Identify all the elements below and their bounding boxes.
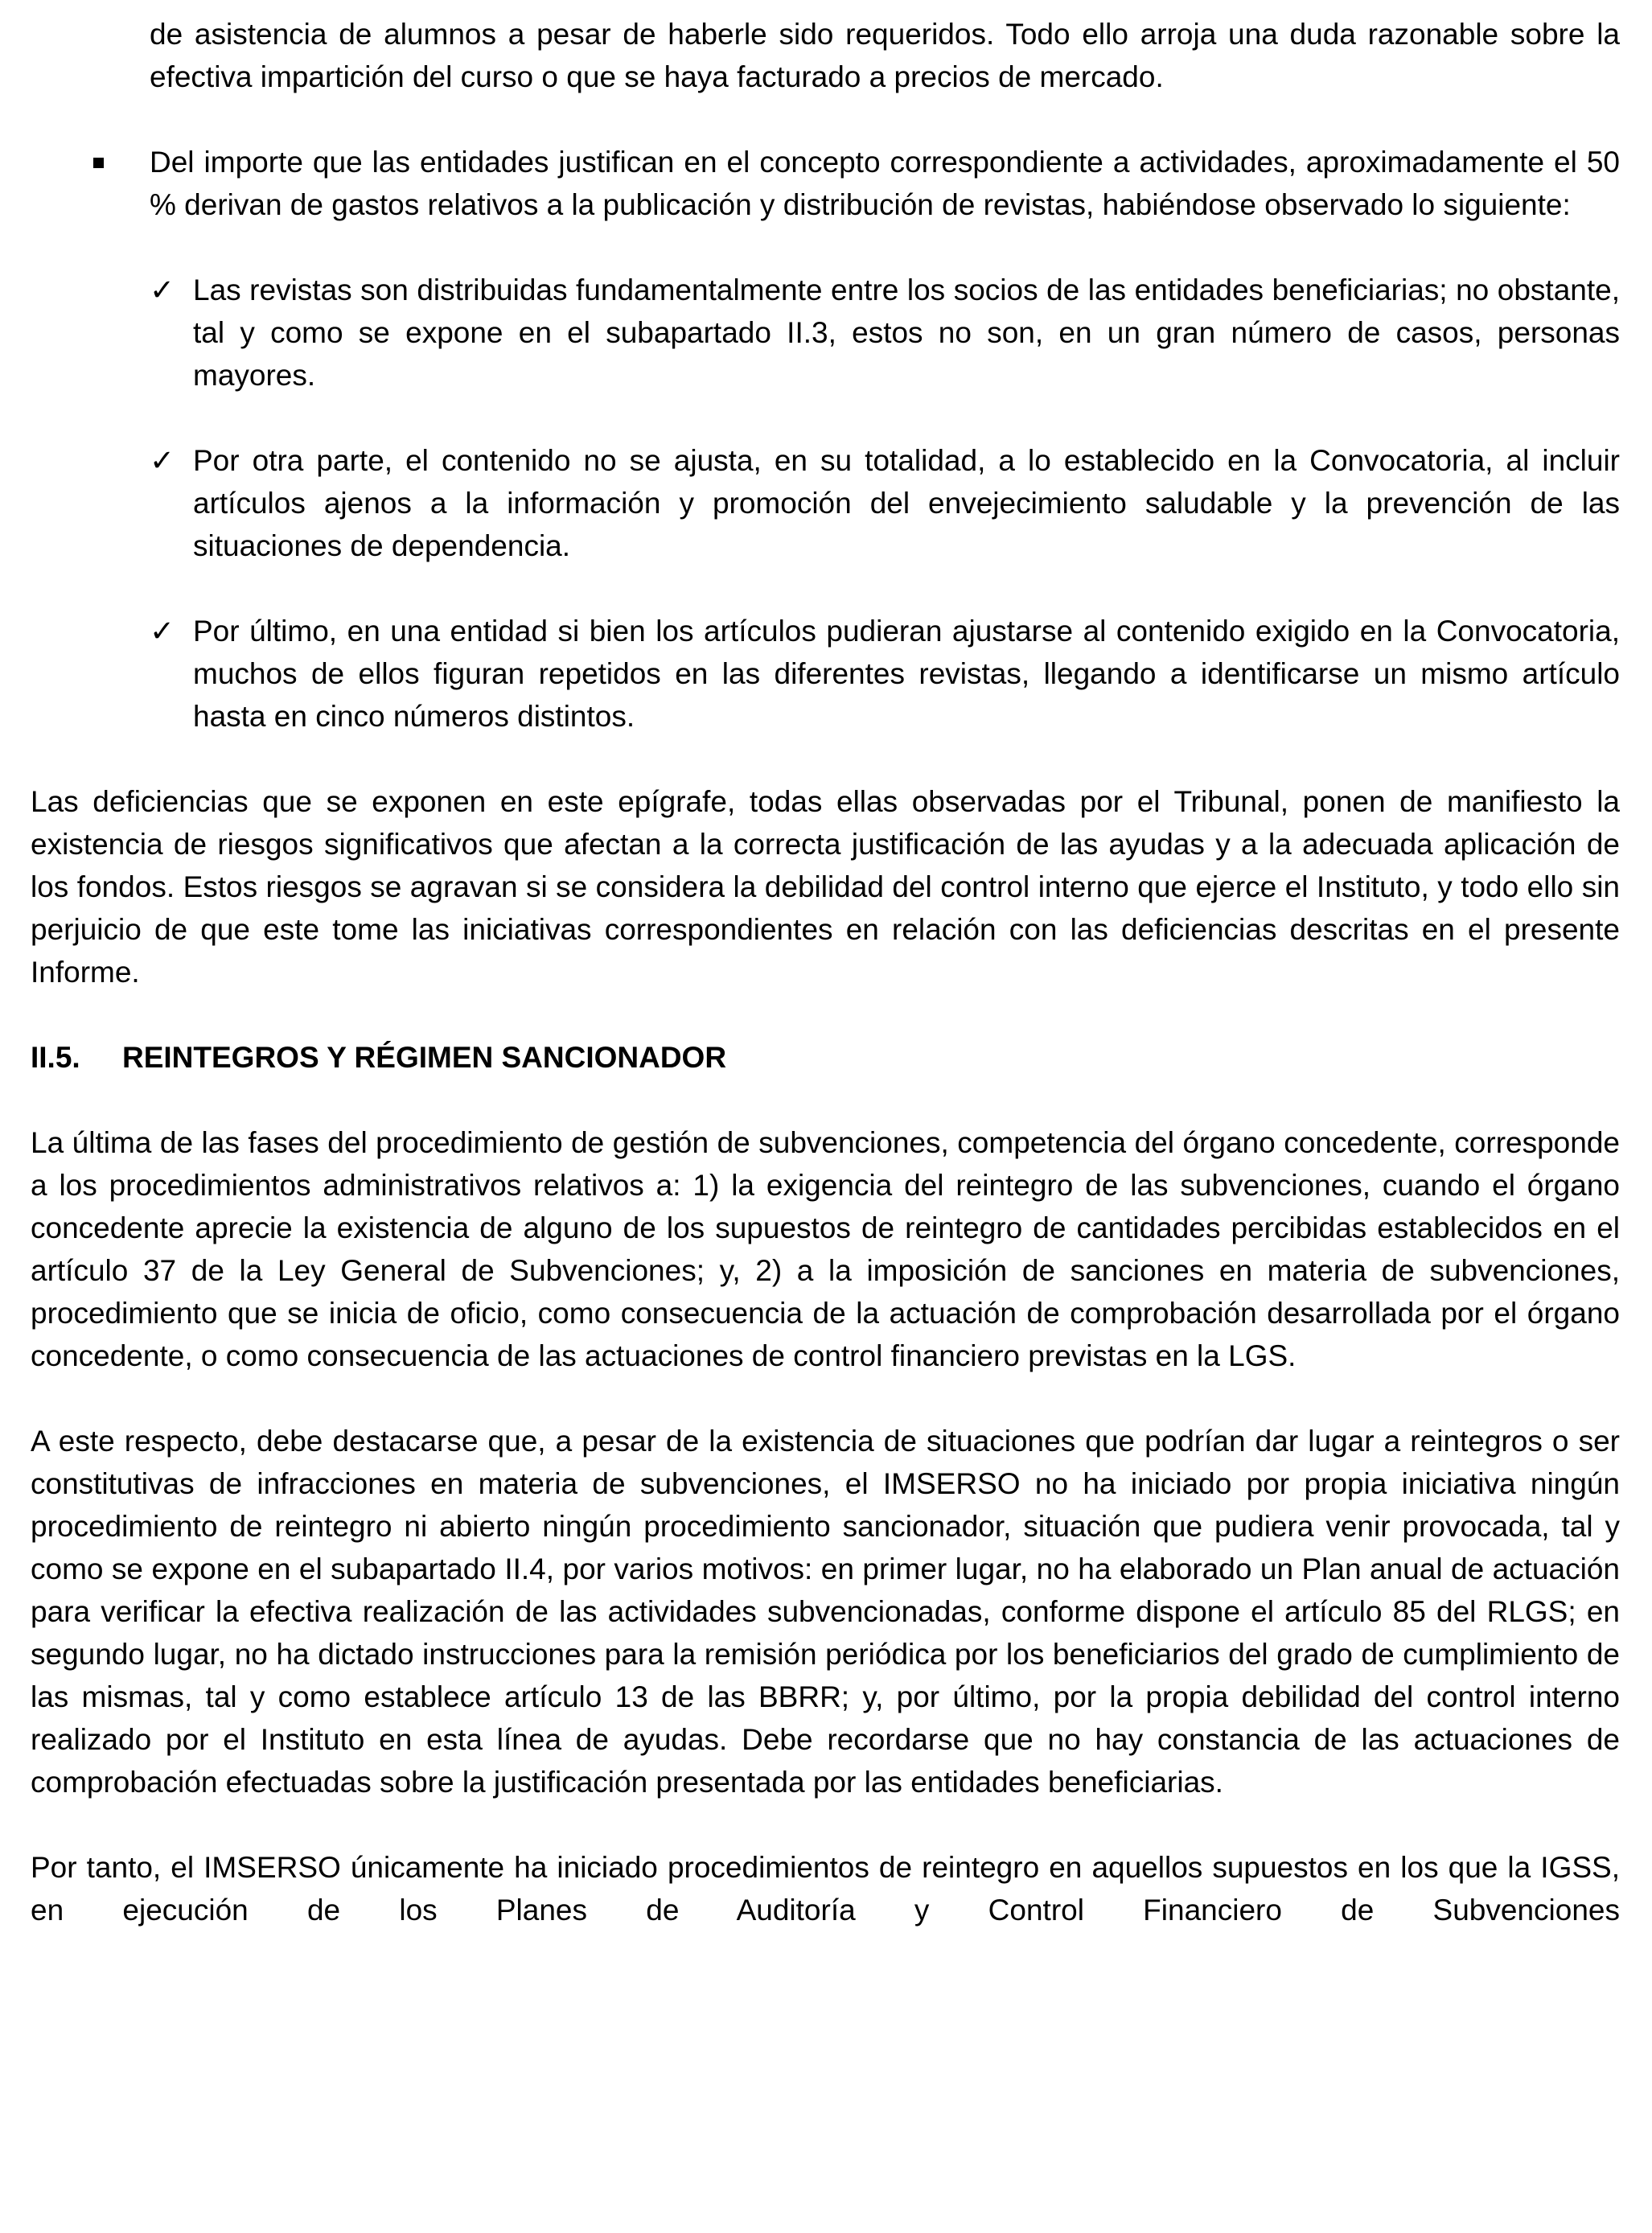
section-heading (31, 1036, 1620, 1079)
square-bullet-icon (93, 158, 104, 168)
bullet-item (31, 141, 1620, 226)
check-icon: ✓ (150, 614, 175, 648)
section-paragraph: A este respecto, debe destacarse que, a pesar de la existencia de situaciones que podrían dar lugar a reintegros o ser constitutivas de infracciones en materia de subvenciones, el IMSERSO no ha iniciado por propia iniciativa ningún procedimiento de reintegro ni abierto ningún procedimiento sancionador, situación que pudiera venir provocada, tal y como se expone en el subapartado II.4, por varios motivos: en primer lugar, no ha elaborado un Plan anual de actuación para verificar la efectiva realización de las actividades subvencionadas, conforme dispone el artículo 85 del RLGS; en segundo lugar, no ha dictado instrucciones para la remisión periódica por los beneficiarios del grado de cumplimiento de las mismas, tal y como establece artículo 13 de las BBRR; y, por último, por la propia debilidad del control interno realizado por el Instituto en esta línea de ayudas. Debe recordarse que no hay constancia de las actuaciones de comprobación efectuadas sobre la justificación presentada por las entidades beneficiarias. (31, 1425, 1620, 1799)
check-item (31, 439, 1620, 567)
check-text: Por otra parte, el contenido no se ajusta, en su totalidad, a lo establecido en la Convocatoria, al incluir artículos ajenos a la información y promoción del envejecimiento saludable y la prevención de las situaciones de dependencia. (193, 444, 1620, 562)
section-paragraph: Por tanto, el IMSERSO únicamente ha iniciado procedimientos de reintegro en aquellos supuestos en los que la IGSS, en ejecución de los Planes de Auditoría y Control Financiero de Subvenciones (31, 1851, 1620, 1927)
check-icon: ✓ (150, 273, 175, 307)
check-icon: ✓ (150, 443, 175, 478)
section-paragraph: La última de las fases del procedimiento de gestión de subvenciones, competencia del órgano concedente, corresponde a los procedimientos administrativos relativos a: 1) la exigencia del reintegro de las subvenciones, cuando el órgano concedente aprecie la existencia de alguno de los supuestos de reintegro de cantidades percibidas establecidos en el artículo 37 de la Ley General de Subvenciones; y, 2) a la imposición de sanciones en materia de subvenciones, procedimiento que se inicia de oficio, como consecuencia de la actuación de comprobación desarrollada por el órgano concedente, o como consecuencia de las actuaciones de control financiero previstas en la LGS. (31, 1126, 1620, 1372)
check-item (31, 610, 1620, 738)
continuation-paragraph: de asistencia de alumnos a pesar de haberle sido requeridos. Todo ello arroja una duda razonable sobre la efectiva impartición del curso o que se haya facturado a precios de mercado. (150, 18, 1620, 93)
check-item (31, 269, 1620, 397)
check-text: Por último, en una entidad si bien los artículos pudieran ajustarse al contenido exigido en la Convocatoria, muchos de ellos figuran repetidos en las diferentes revistas, llegando a identificarse un mismo artículo hasta en cinco números distintos. (193, 615, 1620, 733)
section-number: II.5. (31, 1041, 80, 1074)
check-text: Las revistas son distribuidas fundamentalmente entre los socios de las entidades beneficiarias; no obstante, tal y como se expone en el subapartado II.3, estos no son, en un gran número de casos, personas mayores. (193, 273, 1620, 392)
bullet-text: Del importe que las entidades justifican en el concepto correspondiente a actividades, aproximadamente el 50 % derivan de gastos relativos a la publicación y distribución de revistas, habiéndose observado lo siguiente: (150, 146, 1620, 221)
closing-paragraph: Las deficiencias que se exponen en este epígrafe, todas ellas observadas por el Tribunal, ponen de manifiesto la existencia de riesgos significativos que afectan a la correcta justificación de las ayudas y a la adecuada aplicación de los fondos. Estos riesgos se agravan si se considera la debilidad del control interno que ejerce el Instituto, y todo ello sin perjuicio de que este tome las iniciativas correspondientes en relación con las deficiencias descritas en el presente Informe. (31, 785, 1620, 989)
section-title: REINTEGROS Y RÉGIMEN SANCIONADOR (122, 1041, 727, 1074)
